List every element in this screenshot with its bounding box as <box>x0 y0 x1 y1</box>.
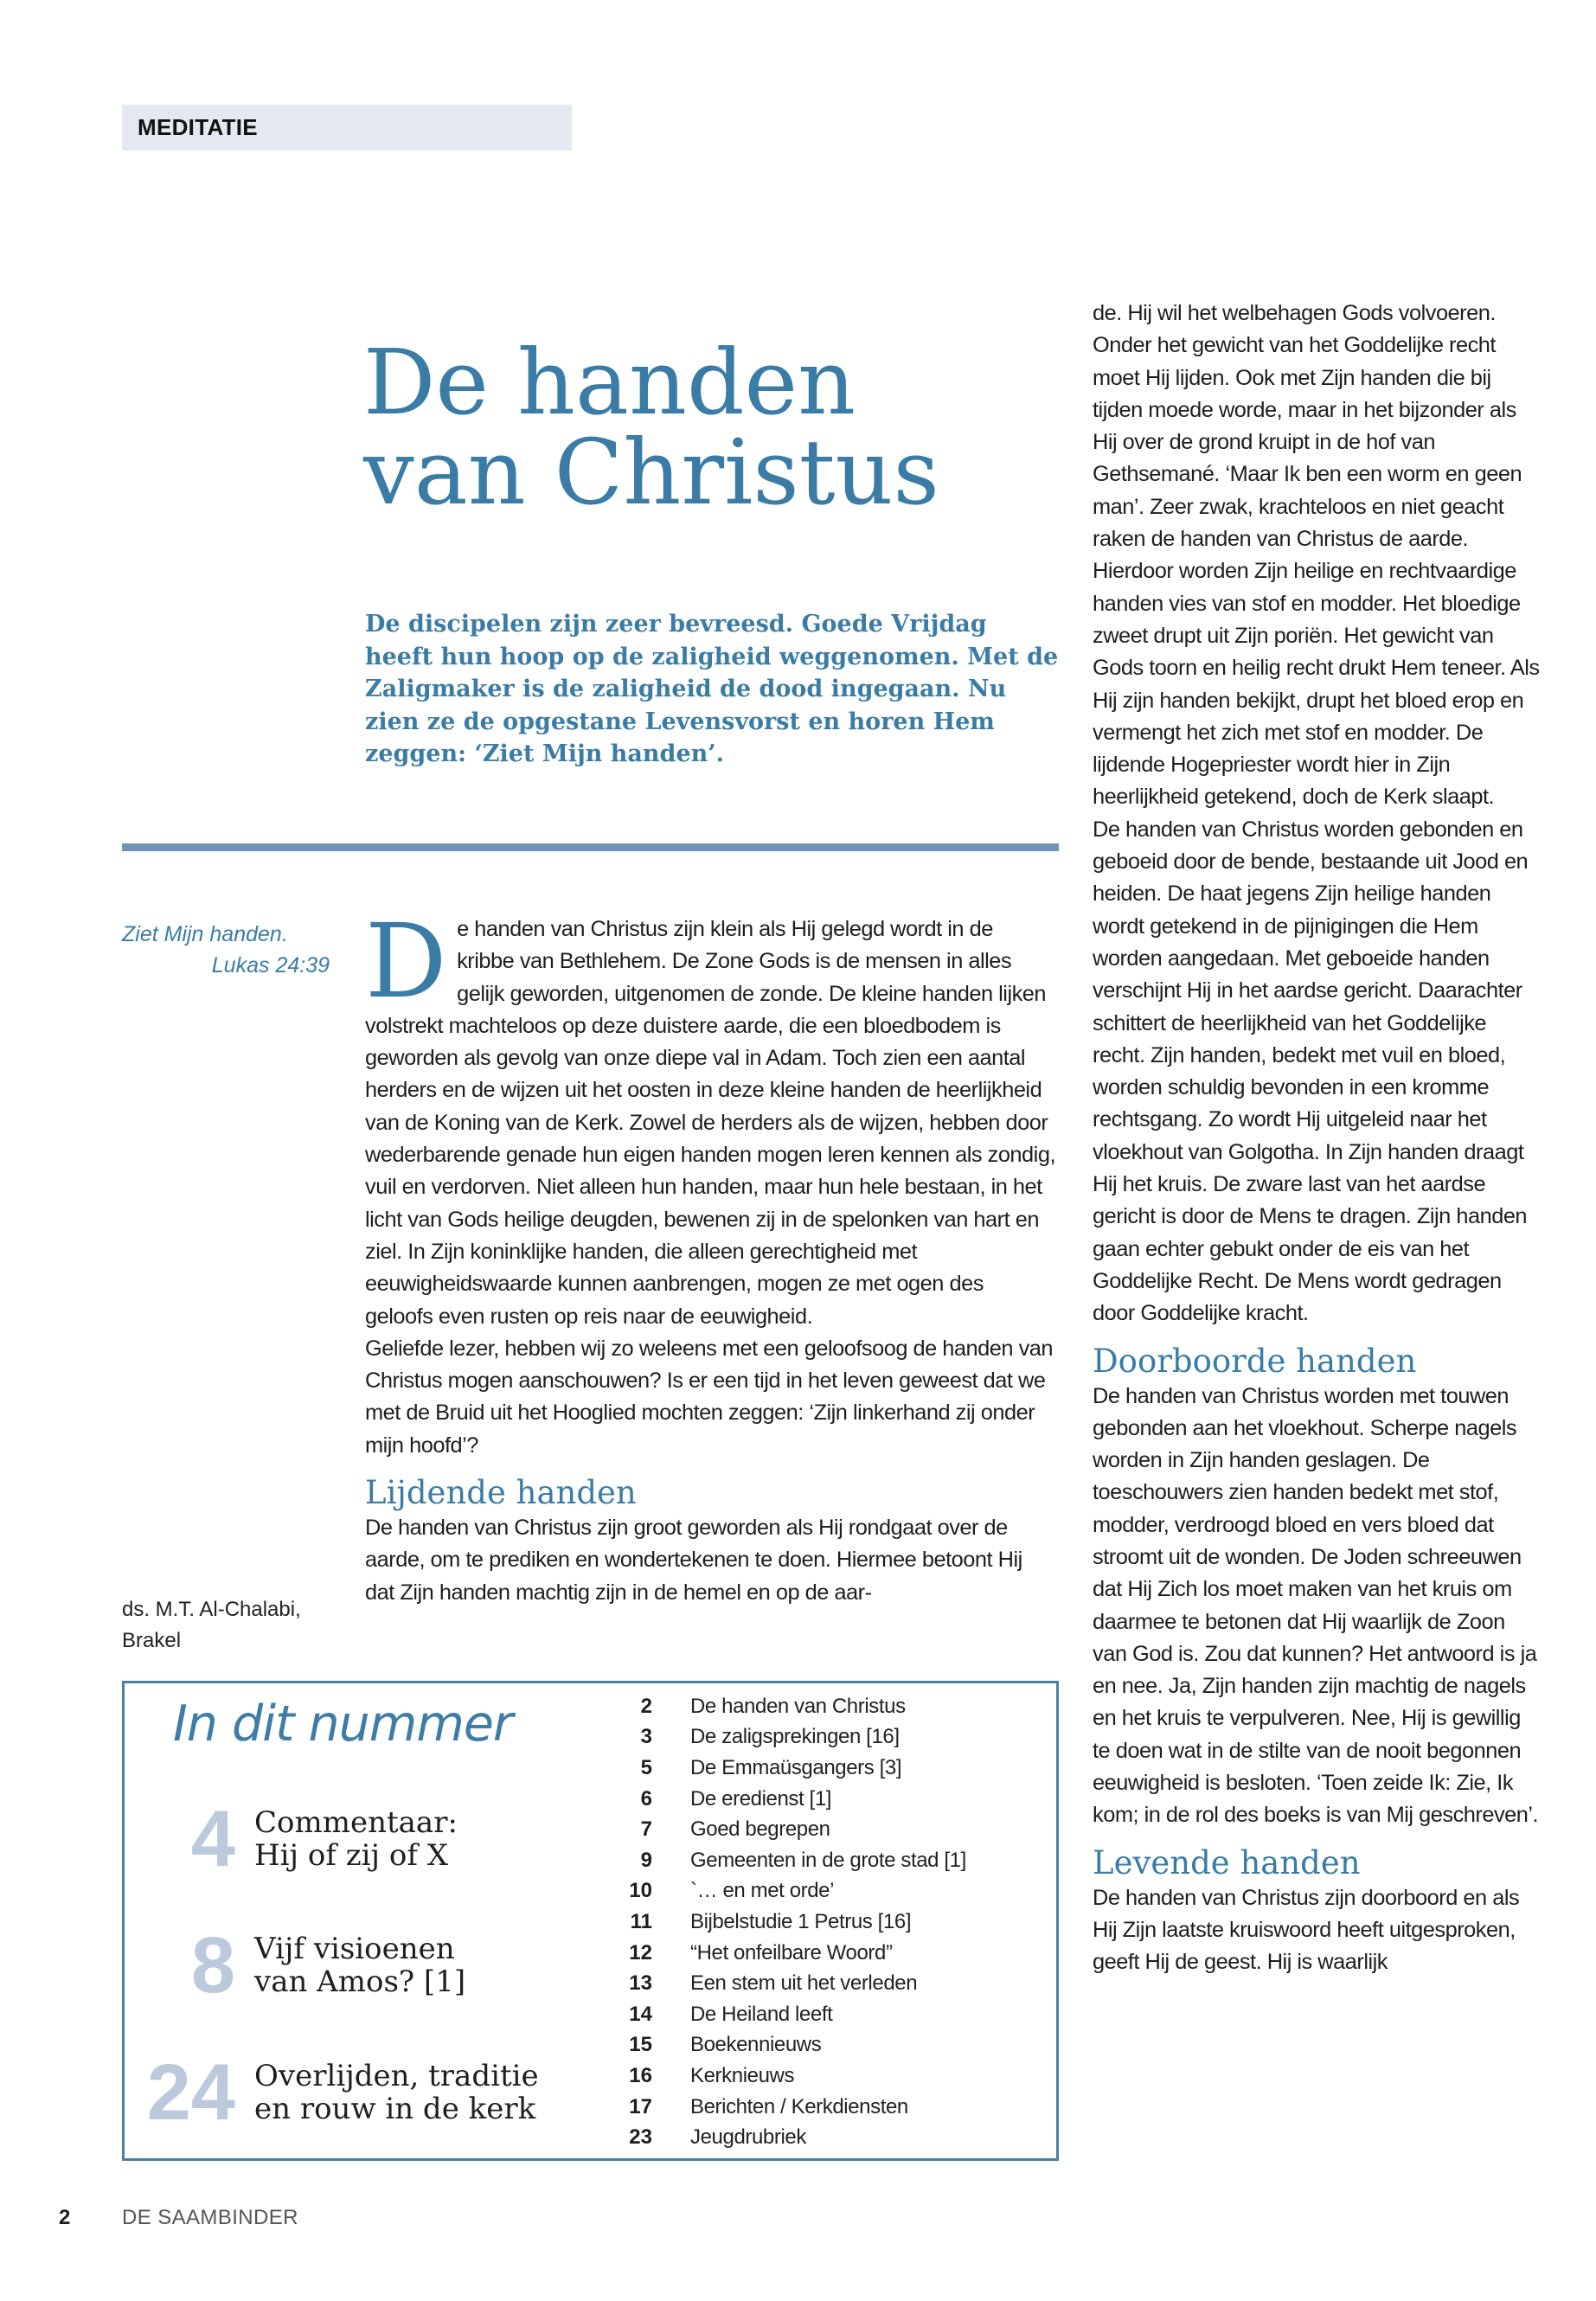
featured-item[interactable] <box>123 1921 540 2009</box>
toc-page-number: 9 <box>640 1848 652 1872</box>
toc-page-number: 3 <box>640 1725 652 1749</box>
toc-title: Goed begrepen <box>690 1817 830 1842</box>
footer-publication-name: DE SAAMBINDER <box>122 2206 298 2229</box>
toc-title: `… en met orde’ <box>690 1879 835 1903</box>
toc-title: Bijbelstudie 1 Petrus [16] <box>690 1909 912 1933</box>
featured-title-line: van Amos? [1] <box>254 1965 466 1999</box>
toc-page-number: 23 <box>629 2125 652 2150</box>
toc-page-number: 2 <box>640 1694 652 1718</box>
subheading-levende-handen: Levende handen <box>1093 1843 1361 1881</box>
toc-title: Jeugdrubriek <box>690 2125 806 2150</box>
toc-row[interactable] <box>621 2061 1002 2092</box>
toc-page-number: 5 <box>640 1755 652 1779</box>
article-lead: De discipelen zijn zeer bevreesd. Goede Vrijdag heeft hun hoop op de zaligheid weggenomen. Met de Zaligmaker is de zaligheid de dood ingegaan. Nu zien ze de opgestane Levensvorst en horen Hem zeggen: ‘Ziet Mijn handen’. <box>365 611 1059 767</box>
article-title-line1: De handen <box>363 330 856 435</box>
author-place: Brakel <box>122 1629 182 1652</box>
article-paragraph: Geliefde lezer, hebben wij zo weleens met een geloofsoog de handen van Christus mogen aanschouwen? Is er een tijd in het leven geweest dat we met de Bruid uit het Hooglied mochten zeggen: ‘Zijn linkerhand zij onder mijn hoofd’? <box>365 1336 1054 1458</box>
toc-page-number: 7 <box>640 1817 652 1842</box>
toc-title: Een stem uit het verleden <box>690 1971 918 1996</box>
toc-title: De eredienst [1] <box>690 1786 832 1811</box>
toc-row[interactable] <box>621 2030 1002 2061</box>
featured-page-number: 8 <box>190 1921 235 2009</box>
toc-page-number: 13 <box>629 1971 652 1996</box>
featured-title-line: en rouw in de kerk <box>254 2092 536 2126</box>
quote-text: Ziet Mijn handen. <box>122 922 288 946</box>
toc-page-number: 14 <box>629 2002 652 2026</box>
footer-page-number: 2 <box>59 2206 71 2229</box>
toc-row[interactable] <box>621 1938 1002 1969</box>
subheading-lijdende-handen: Lijdende handen <box>365 1474 637 1512</box>
featured-page-number: 24 <box>146 2048 235 2137</box>
article-paragraph: De handen van Christus worden gebonden en geboeid door de bende, bestaande uit Jood en heiden. De haat jegens Zijn heilige handen wordt getekend in de pijnigingen die Hem worden aangedaan. Met geboeide handen verschijnt Hij in het aardse gericht. Daarachter schittert de heerlijkheid van het Goddelijke recht. Zijn handen, bedekt met vuil en bloed, worden schuldig bevonden in een kromme rechtsgang. Zo wordt Hij uitgeleid naar het vloekhout van Golgotha. In Zijn handen draagt Hij het kruis. De zware last van het aardse gericht is door de Mens te dragen. Zijn handen gaan echter gebukt onder de eis van het Goddelijke Recht. De Mens wordt gedragen door Goddelijke kracht. <box>1093 817 1529 1326</box>
author-byline <box>122 1594 330 1657</box>
featured-title-line: Vijf visioenen <box>254 1932 455 1966</box>
toc-row[interactable] <box>621 1814 1002 1845</box>
toc-row[interactable] <box>621 2092 1002 2123</box>
toc-row[interactable] <box>621 1876 1002 1907</box>
toc-page-number: 15 <box>629 2033 652 2057</box>
author-name: ds. M.T. Al-Chalabi, <box>122 1598 301 1621</box>
article-paragraph: De handen van Christus zijn groot geworden als Hij rondgaat over de aarde, om te prediken en wondertekenen te doen. Hiermee betoont Hij dat Zijn handen machtig zijn in de hemel en op de aar- <box>365 1516 1022 1605</box>
toc-title: Gemeenten in de grote stad [1] <box>690 1848 966 1872</box>
toc-title: De handen van Christus <box>690 1694 906 1718</box>
scripture-quote <box>122 919 330 981</box>
toc-row[interactable] <box>621 1784 1002 1815</box>
featured-title <box>254 2060 540 2125</box>
table-of-contents <box>621 1691 1002 2153</box>
toc-page-number: 17 <box>629 2094 652 2118</box>
article-paragraph: de. Hij wil het welbehagen Gods volvoeren. Onder het gewicht van het Goddelijke recht moet Hij lijden. Ook met Zijn handen die bij tijden moede worde, maar in het bijzonder als Hij over de grond kruipt in de hof van Gethsemané. ‘Maar Ik ben een worm en geen man’. Zeer zwak, krachteloos en niet geacht raken de handen van Christus de aarde. Hierdoor worden Zijn heilige en rechtvaardige handen vies van stof en modder. Het bloedige zweet drupt uit Zijn poriën. Het gewicht van Gods toorn en heilig recht drukt Hem teneer. Als Hij zijn handen bekijkt, drupt het bloed erop en vermengt het zich met stof en modder. De lijdende Hogepriester wordt hier in Zijn heerlijkheid getekend, doch de Kerk slaapt. <box>1093 301 1540 810</box>
featured-title <box>254 1932 540 1998</box>
toc-title: Kerknieuws <box>690 2063 795 2087</box>
featured-title-line: Commentaar: <box>254 1805 458 1840</box>
article-title <box>363 330 1055 525</box>
featured-title <box>254 1806 540 1872</box>
in-this-issue-heading: In dit nummer <box>173 1695 513 1753</box>
toc-row[interactable] <box>621 2122 1002 2153</box>
toc-page-number: 10 <box>629 1879 652 1903</box>
toc-page-number: 16 <box>629 2063 652 2087</box>
featured-title-line: Hij of zij of X <box>254 1838 448 1873</box>
toc-page-number: 11 <box>630 1909 652 1933</box>
toc-row[interactable] <box>621 1753 1002 1784</box>
toc-title: “Het onfeilbare Woord” <box>690 1940 893 1965</box>
toc-title: Berichten / Kerkdiensten <box>690 2094 908 2118</box>
article-column-1 <box>365 901 1055 1609</box>
drop-cap: D <box>365 901 447 1021</box>
subheading-doorboorde-handen: Doorboorde handen <box>1093 1342 1417 1380</box>
quote-reference: Lukas 24:39 <box>211 953 330 977</box>
toc-title: De Emmaüsgangers [3] <box>690 1755 902 1779</box>
article-column-2 <box>1093 298 1542 1979</box>
section-label: MEDITATIE <box>122 105 572 151</box>
toc-row[interactable] <box>621 1691 1002 1722</box>
toc-row[interactable] <box>621 1907 1002 1938</box>
featured-page-number: 4 <box>190 1795 235 1883</box>
featured-item[interactable] <box>123 2048 540 2137</box>
toc-page-number: 12 <box>629 1940 652 1965</box>
paragraph-text: e handen van Christus zijn klein als Hij gelegd wordt in de kribbe van Bethlehem. De Zone Gods is de mensen in alles gelijk geworden, uitgenomen de zonde. De kleine handen lijken volstrekt machteloos op deze duistere aarde, die een bloedbodem is geworden als gevolg van onze diepe val in Adam. Toch zien een aantal herders en de wijzen uit het oosten in deze kleine handen de heerlijkheid van de Koning van de Kerk. Zowel de herders als de wijzen, hebben door wederbarende genade hun eigen handen mogen leren kennen als zondig, vuil en verdorven. Niet alleen hun handen, maar hun hele bestaan, in het licht van Gods heilige deugden, bewenen zij in de spelonken van hart en ziel. In Zijn koninklijke handen, die alleen gerechtigheid met eeuwigheidswaarde kunnen aanbrengen, mogen ze met ogen des geloofs even rusten op reis naar de eeuwigheid. <box>365 917 1055 1329</box>
article-title-line2: van Christus <box>363 420 939 525</box>
toc-row[interactable] <box>621 1968 1002 1999</box>
article-paragraph: De handen van Christus worden met touwen gebonden aan het vloekhout. Scherpe nagels worden in Zijn handen geslagen. De toeschouwers zien handen bedekt met stof, modder, verdroogd bloed en vers bloed dat stroomt uit de wonden. De Joden schreeuwen dat Hij Zich los moet maken van het kruis om daarmee te betonen dat Hij waarlijk de Zoon van God is. Zou dat kunnen? Het antwoord is ja en nee. Ja, Zijn handen zijn machtig de nagels en het kruis te verpulveren. Nee, Hij is gewillig te doen wat in de stilte van de nooit begonnen eeuwigheid is besloten. ‘Toen zeide Ik: Zie, Ik kom; in de rol des boeks is van Mij geschreven’. <box>1093 1383 1539 1828</box>
toc-row[interactable] <box>621 1722 1002 1753</box>
toc-row[interactable] <box>621 1845 1002 1876</box>
toc-title: Boekennieuws <box>690 2033 822 2057</box>
divider-rule <box>122 843 1059 851</box>
toc-row[interactable] <box>621 1999 1002 2030</box>
toc-title: De Heiland leeft <box>690 2002 833 2026</box>
featured-item[interactable] <box>123 1795 540 1883</box>
article-paragraph: De handen van Christus zijn doorboord en als Hij Zijn laatste kruiswoord heeft uitgesproken, geeft Hij de geest. Hij is waarlijk <box>1093 1885 1520 1975</box>
article-paragraph <box>365 901 1055 1333</box>
toc-title: De zaligsprekingen [16] <box>690 1725 900 1749</box>
toc-page-number: 6 <box>640 1786 652 1811</box>
featured-title-line: Overlijden, traditie <box>254 2059 539 2093</box>
